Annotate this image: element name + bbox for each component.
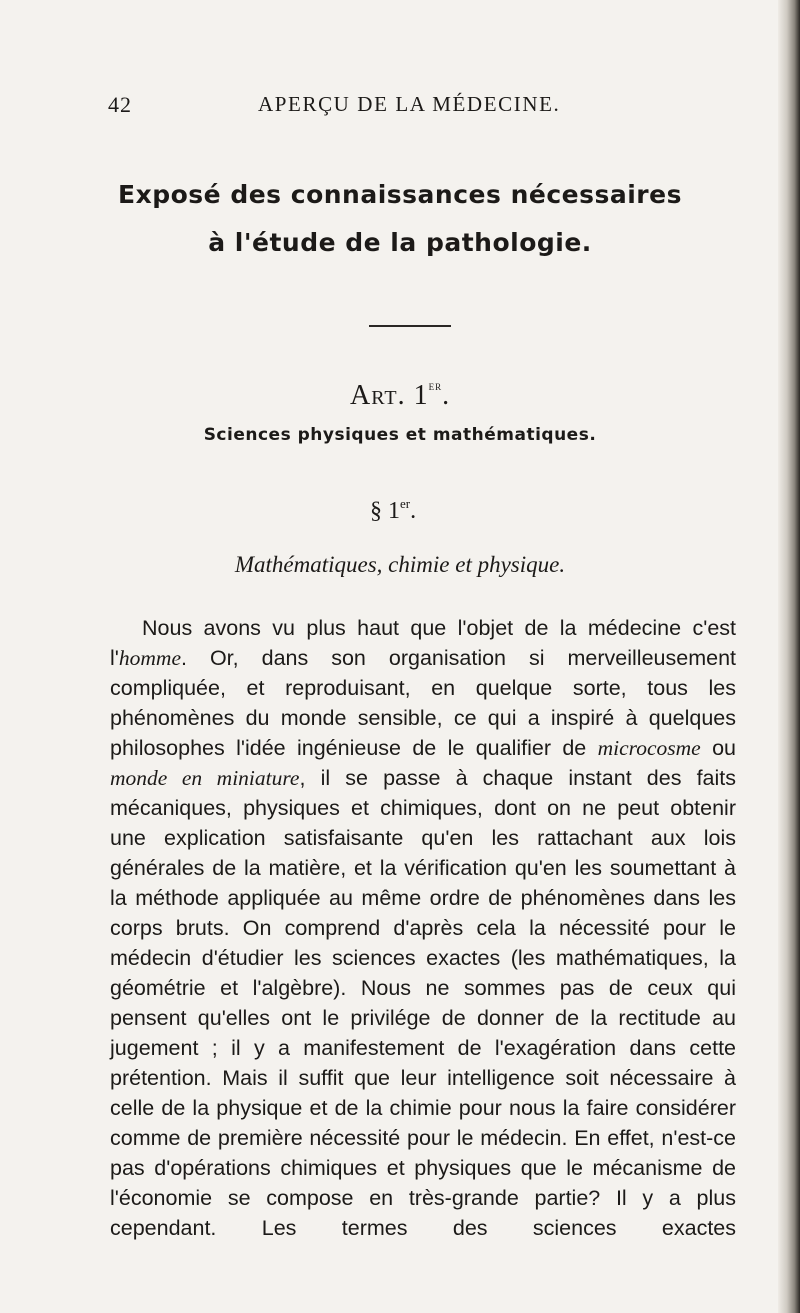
- article-end: .: [442, 380, 451, 411]
- body-italic-1: homme: [118, 646, 181, 670]
- paragraph-sup: er: [400, 496, 411, 511]
- subsection-title: Mathématiques, chimie et physique.: [234, 552, 566, 577]
- running-title: APERÇU DE LA MÉDECINE.: [258, 92, 561, 116]
- page-edge: [778, 0, 800, 1313]
- section-heading: Sciences physiques et mathématiques.: [203, 425, 597, 445]
- chapter-title-line-2: à l'étude de la pathologie.: [208, 228, 592, 257]
- chapter-title-line-1: Exposé des connaissances nécessaires: [118, 180, 682, 209]
- article-heading: [350, 378, 450, 412]
- body-text: [110, 613, 736, 1243]
- body-paragraph: [110, 613, 736, 1243]
- body-italic-3: monde en miniature: [110, 766, 300, 790]
- running-header: [0, 92, 800, 116]
- body-seg-1: Nous avons vu plus haut que l'objet de la médecine c'est l': [110, 616, 736, 670]
- article-label: Art. 1: [350, 380, 429, 411]
- body-seg-3: ou: [700, 736, 736, 760]
- page-number: 42: [108, 92, 132, 117]
- article-sup: er: [428, 378, 443, 393]
- body-seg-4: , il se passe à chaque instant des faits mécaniques, physiques et chimiques, dont on ne peut obtenir une explication satisfaisante qu'en les rattachant aux lois générales de la matière, et la vérification qu'en les soumettant à la méthode appliquée au même ordre de phénomènes dans les corps bruts. On comprend d'après cela la nécessité pour le médecin d'étudier les sciences exactes (les mathématiques, la géométrie et l'algèbre). Nous ne sommes pas de ceux qui pensent qu'elles ont le privilége de donner de la rectitude au jugement ; il y a manifestement de l'exagération dans cette prétention. Mais il suffit que leur intelligence soit nécessaire à celle de la physique et de la chimie pour nous la faire considérer comme de première nécessité pour le médecin. En effet, n'est-ce pas d'opérations chimiques et physiques que le mécanisme de l'économie se compose en très-grande partie? Il y a plus cependant. Les termes des sciences exactes: [110, 766, 737, 1240]
- paragraph-end: .: [410, 498, 417, 524]
- paragraph-mark: [370, 496, 416, 525]
- body-seg-2: . Or, dans son organisation si merveilleusement compliquée, et reproduisant, en quelque sorte, tous les phénomènes du monde sensible, ce qui a inspiré à quelques philosophes l'idée ingénieuse de le qualifier de: [110, 646, 736, 760]
- divider-rule: [369, 325, 451, 327]
- body-italic-2: microcosme: [597, 736, 701, 760]
- paragraph-label: § 1: [370, 498, 400, 524]
